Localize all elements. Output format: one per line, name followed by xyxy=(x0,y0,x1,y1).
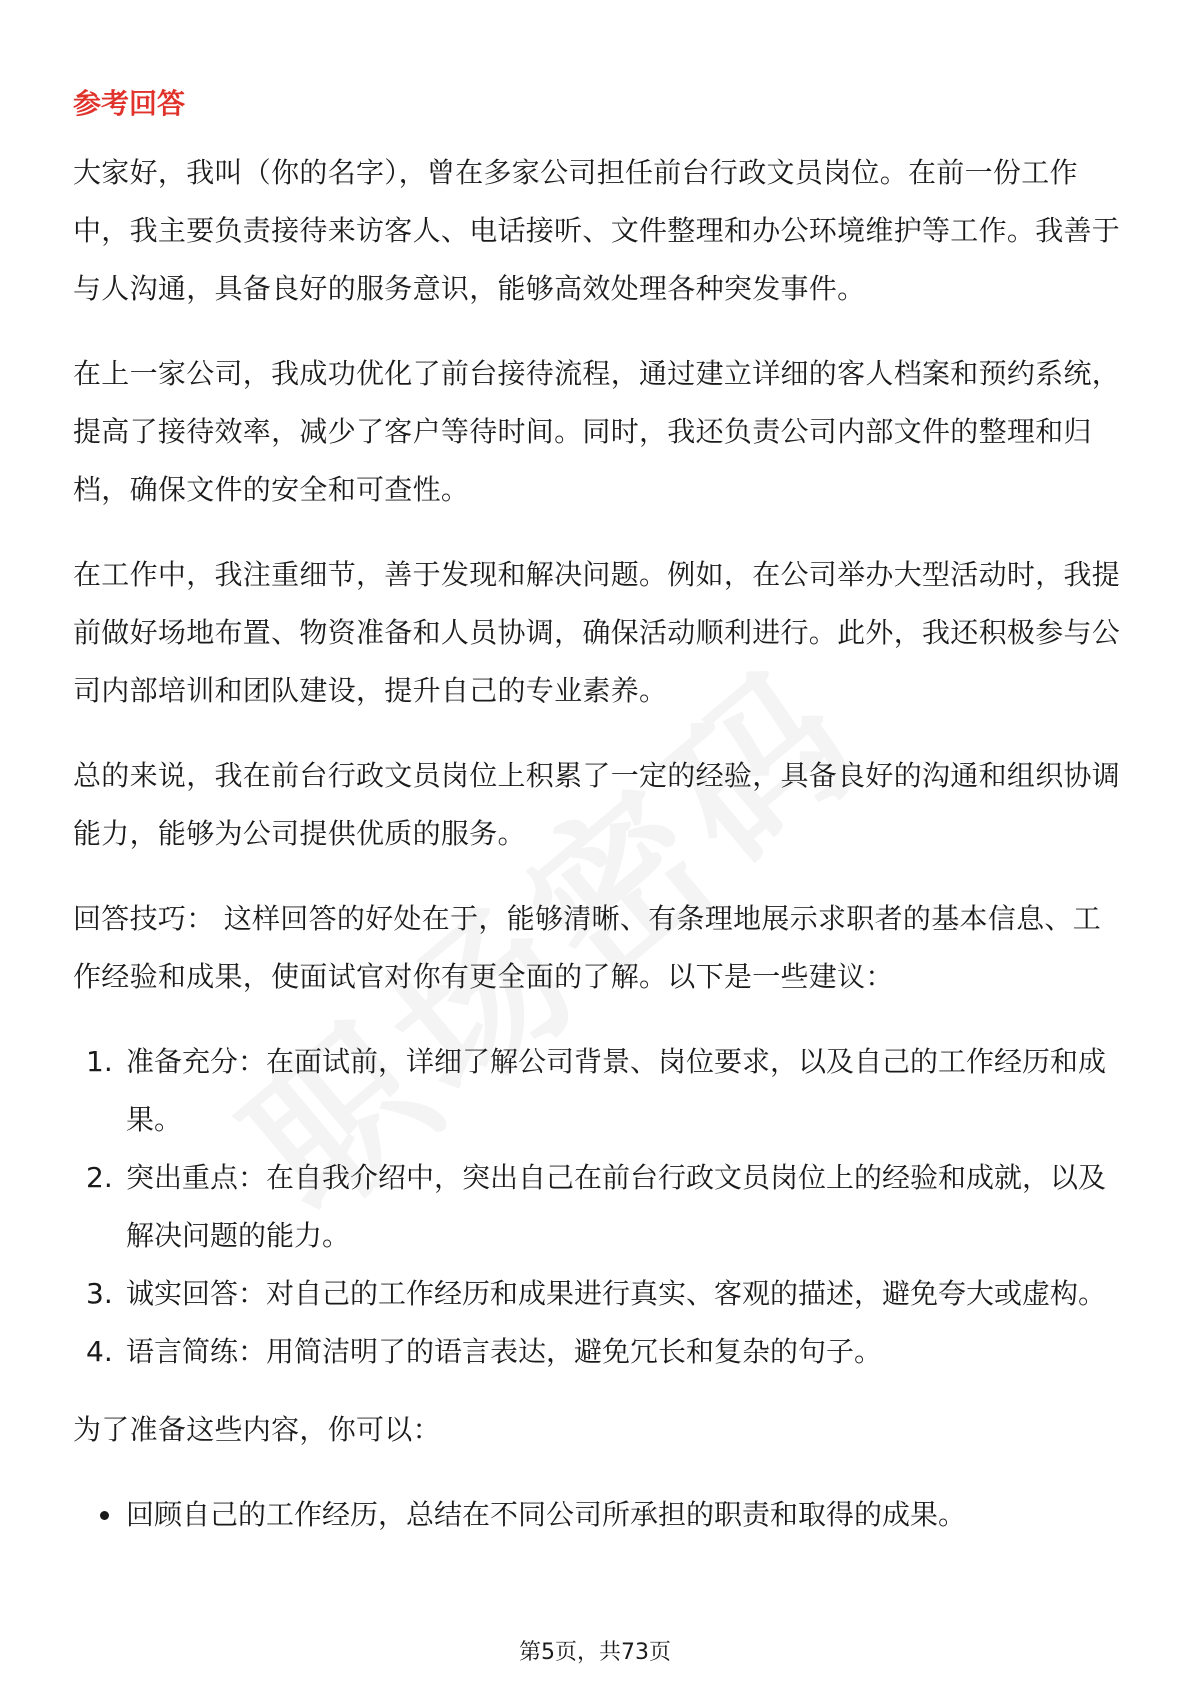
tips-paragraph: 回答技巧： 这样回答的好处在于，能够清晰、有条理地展示求职者的基本信息、工作经验和成果，使面试官对你有更全面的了解。以下是一些建议： xyxy=(73,902,1102,993)
prepare-intro: 为了准备这些内容，你可以： xyxy=(73,1413,441,1446)
prepare-list xyxy=(73,1486,1123,1544)
bullet-icon xyxy=(100,1511,109,1520)
list-item-text: 突出重点：在自我介绍中，突出自己在前台行政文员岗位上的经验和成就，以及解决问题的能力。 xyxy=(126,1161,1107,1252)
list-number: 3. xyxy=(86,1277,113,1310)
list-number: 1. xyxy=(86,1045,113,1078)
answer-paragraph-2: 在上一家公司，我成功优化了前台接待流程，通过建立详细的客人档案和预约系统，提高了接待效率，减少了客户等待时间。同时，我还负责公司内部文件的整理和归档，确保文件的安全和可查性。 xyxy=(73,357,1121,506)
tips-list-item xyxy=(73,1149,1123,1265)
list-item-text: 诚实回答：对自己的工作经历和成果进行真实、客观的描述，避免夸大或虚构。 xyxy=(126,1277,1107,1310)
section-heading: 参考回答 xyxy=(73,87,186,120)
prepare-list-item xyxy=(73,1486,1123,1544)
answer-paragraph-4: 总的来说，我在前台行政文员岗位上积累了一定的经验，具备良好的沟通和组织协调能力，能够为公司提供优质的服务。 xyxy=(73,759,1121,850)
tips-list xyxy=(73,1033,1123,1381)
list-item-text: 回顾自己的工作经历，总结在不同公司所承担的职责和取得的成果。 xyxy=(126,1498,967,1531)
tips-list-item xyxy=(73,1033,1123,1149)
tips-list-item xyxy=(73,1265,1123,1323)
list-item-text: 准备充分：在面试前，详细了解公司背景、岗位要求，以及自己的工作经历和成果。 xyxy=(126,1045,1107,1136)
page-number: 第5页，共73页 xyxy=(519,1640,671,1665)
tips-list-item xyxy=(73,1323,1123,1381)
document-body xyxy=(73,84,1123,1544)
list-number: 4. xyxy=(86,1335,113,1368)
answer-paragraph-3: 在工作中，我注重细节，善于发现和解决问题。例如，在公司举办大型活动时，我提前做好场地布置、物资准备和人员协调，确保活动顺利进行。此外，我还积极参与公司内部培训和团队建设，提升自己的专业素养。 xyxy=(73,558,1121,707)
answer-paragraph-1: 大家好，我叫（你的名字），曾在多家公司担任前台行政文员岗位。在前一份工作中，我主要负责接待来访客人、电话接听、文件整理和办公环境维护等工作。我善于与人沟通，具备良好的服务意识，能够高效处理各种突发事件。 xyxy=(73,156,1121,305)
list-number: 2. xyxy=(86,1161,113,1194)
list-item-text: 语言简练：用简洁明了的语言表达，避免冗长和复杂的句子。 xyxy=(126,1335,883,1368)
